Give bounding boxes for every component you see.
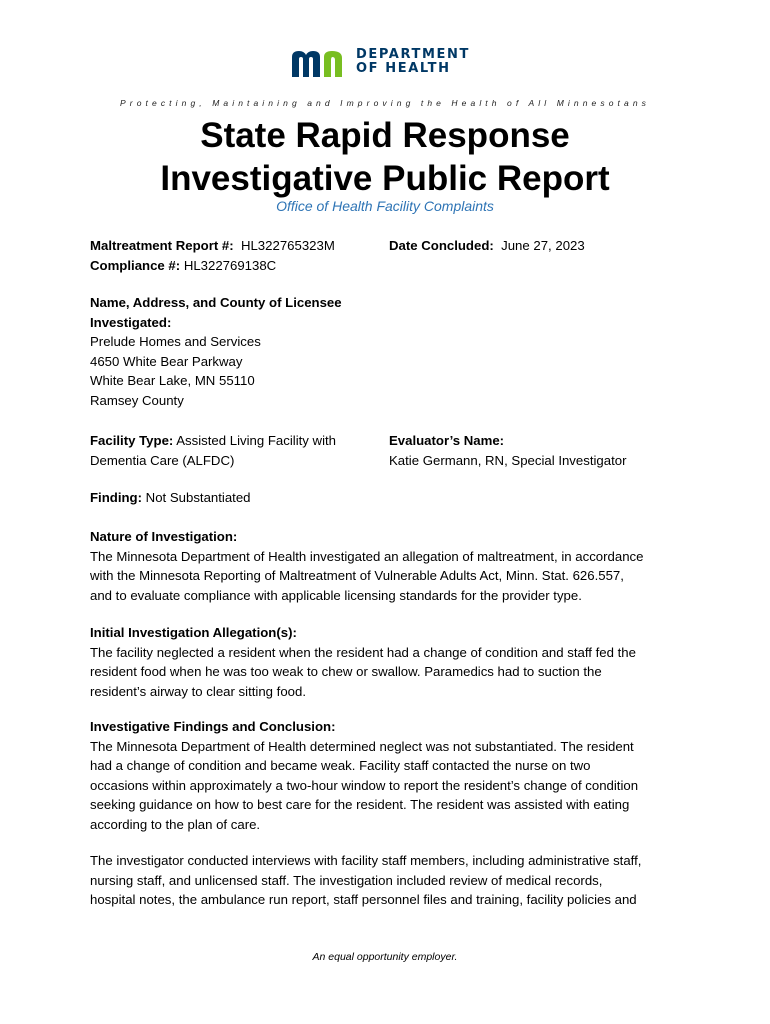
mdh-logo: [290, 47, 470, 79]
findings-line: hospital notes, the ambulance run report, staff personnel files and training, facility policies and: [90, 892, 637, 908]
title-line-2: Investigative Public Report: [160, 159, 610, 198]
evaluator-label: Evaluator’s Name:: [389, 433, 505, 448]
findings-line: The investigator conducted interviews with facility staff members, including administrative staff,: [90, 853, 642, 868]
footer-text: An equal opportunity employer.: [312, 951, 458, 963]
allegation-heading: Initial Investigation Allegation(s):: [90, 625, 297, 640]
maltreatment-value: HL322765323M: [240, 238, 335, 253]
finding-label: Finding:: [90, 490, 142, 505]
nature-heading: Nature of Investigation:: [90, 529, 238, 544]
licensee-heading-2: Investigated:: [90, 314, 172, 330]
maltreatment-report-row: [90, 236, 380, 256]
allegation-line: resident’s airway to clear sitting food.: [90, 683, 306, 699]
findings-line: according to the plan of care.: [90, 816, 261, 832]
logo-line-1: DEPARTMENT: [356, 47, 470, 62]
licensee-name: Prelude Homes and Services: [90, 334, 261, 350]
facility-type-value-1: Assisted Living Facility with: [176, 433, 337, 448]
compliance-row: [90, 256, 380, 276]
nature-section: [90, 527, 690, 605]
compliance-label: Compliance #:: [90, 257, 181, 273]
allegation-section: [90, 623, 690, 701]
mn-logo-icon: [290, 47, 354, 79]
evaluator-value: Katie Germann, RN, Special Investigator: [389, 452, 627, 468]
nature-line: with the Minnesota Reporting of Maltreatment of Vulnerable Adults Act, Minn. Stat. 626.557,: [90, 568, 624, 584]
logo-line-2: OF HEALTH: [356, 61, 451, 76]
compliance-value: HL322769138C: [183, 257, 277, 273]
facility-type-value-2: Dementia Care (ALFDC): [90, 452, 235, 468]
licensee-heading-1: Name, Address, and County of Licensee: [90, 295, 342, 310]
findings-heading: Investigative Findings and Conclusion:: [90, 719, 336, 734]
nature-line: and to evaluate compliance with applicable licensing standards for the provider type.: [90, 587, 582, 603]
maltreatment-label: Maltreatment Report #:: [90, 238, 234, 253]
report-numbers: [90, 236, 380, 275]
facility-type-row: [90, 431, 380, 451]
facility-type-label: Facility Type:: [90, 433, 174, 448]
findings-section: [90, 717, 690, 835]
logo-wordmark: [356, 48, 470, 76]
findings-line: occasions within approximately a two-hour window to report the resident’s change of condition: [90, 777, 639, 793]
page-title: [0, 114, 770, 200]
date-concluded-row: [389, 236, 689, 256]
findings-line: The Minnesota Department of Health determined neglect was not substantiated. The resident: [90, 738, 634, 754]
allegation-line: The facility neglected a resident when the resident had a change of condition and staff fed the: [90, 644, 636, 660]
finding-value: Not Substantiated: [145, 490, 251, 505]
findings-line: nursing staff, and unlicensed staff. The investigation included review of medical records,: [90, 872, 603, 888]
page-subtitle: Office of Health Facility Complaints: [276, 198, 494, 214]
evaluator-block: [389, 431, 719, 470]
title-line-1: State Rapid Response: [200, 116, 570, 155]
allegation-line: resident food when he was too weak to chew or swallow. Paramedics had to suction the: [90, 664, 602, 680]
licensee-street: 4650 White Bear Parkway: [90, 353, 243, 369]
date-value: June 27, 2023: [501, 238, 585, 253]
findings-paragraph-2: [90, 851, 690, 910]
finding-row: [90, 488, 490, 508]
facility-type-block: [90, 431, 380, 470]
tagline: Protecting, Maintaining and Improving the Health of All Minnesotans: [120, 98, 650, 108]
licensee-block: [90, 293, 390, 411]
findings-line: had a change of condition and became weak. Facility staff contacted the nurse on two: [90, 758, 591, 774]
nature-line: The Minnesota Department of Health investigated an allegation of maltreatment, in accordance: [90, 548, 644, 564]
findings-line: seeking guidance on how to best care for the resident. The resident was assisted with eating: [90, 797, 630, 813]
licensee-city: White Bear Lake, MN 55110: [90, 373, 255, 389]
date-label: Date Concluded:: [389, 238, 494, 253]
licensee-county: Ramsey County: [90, 392, 184, 408]
